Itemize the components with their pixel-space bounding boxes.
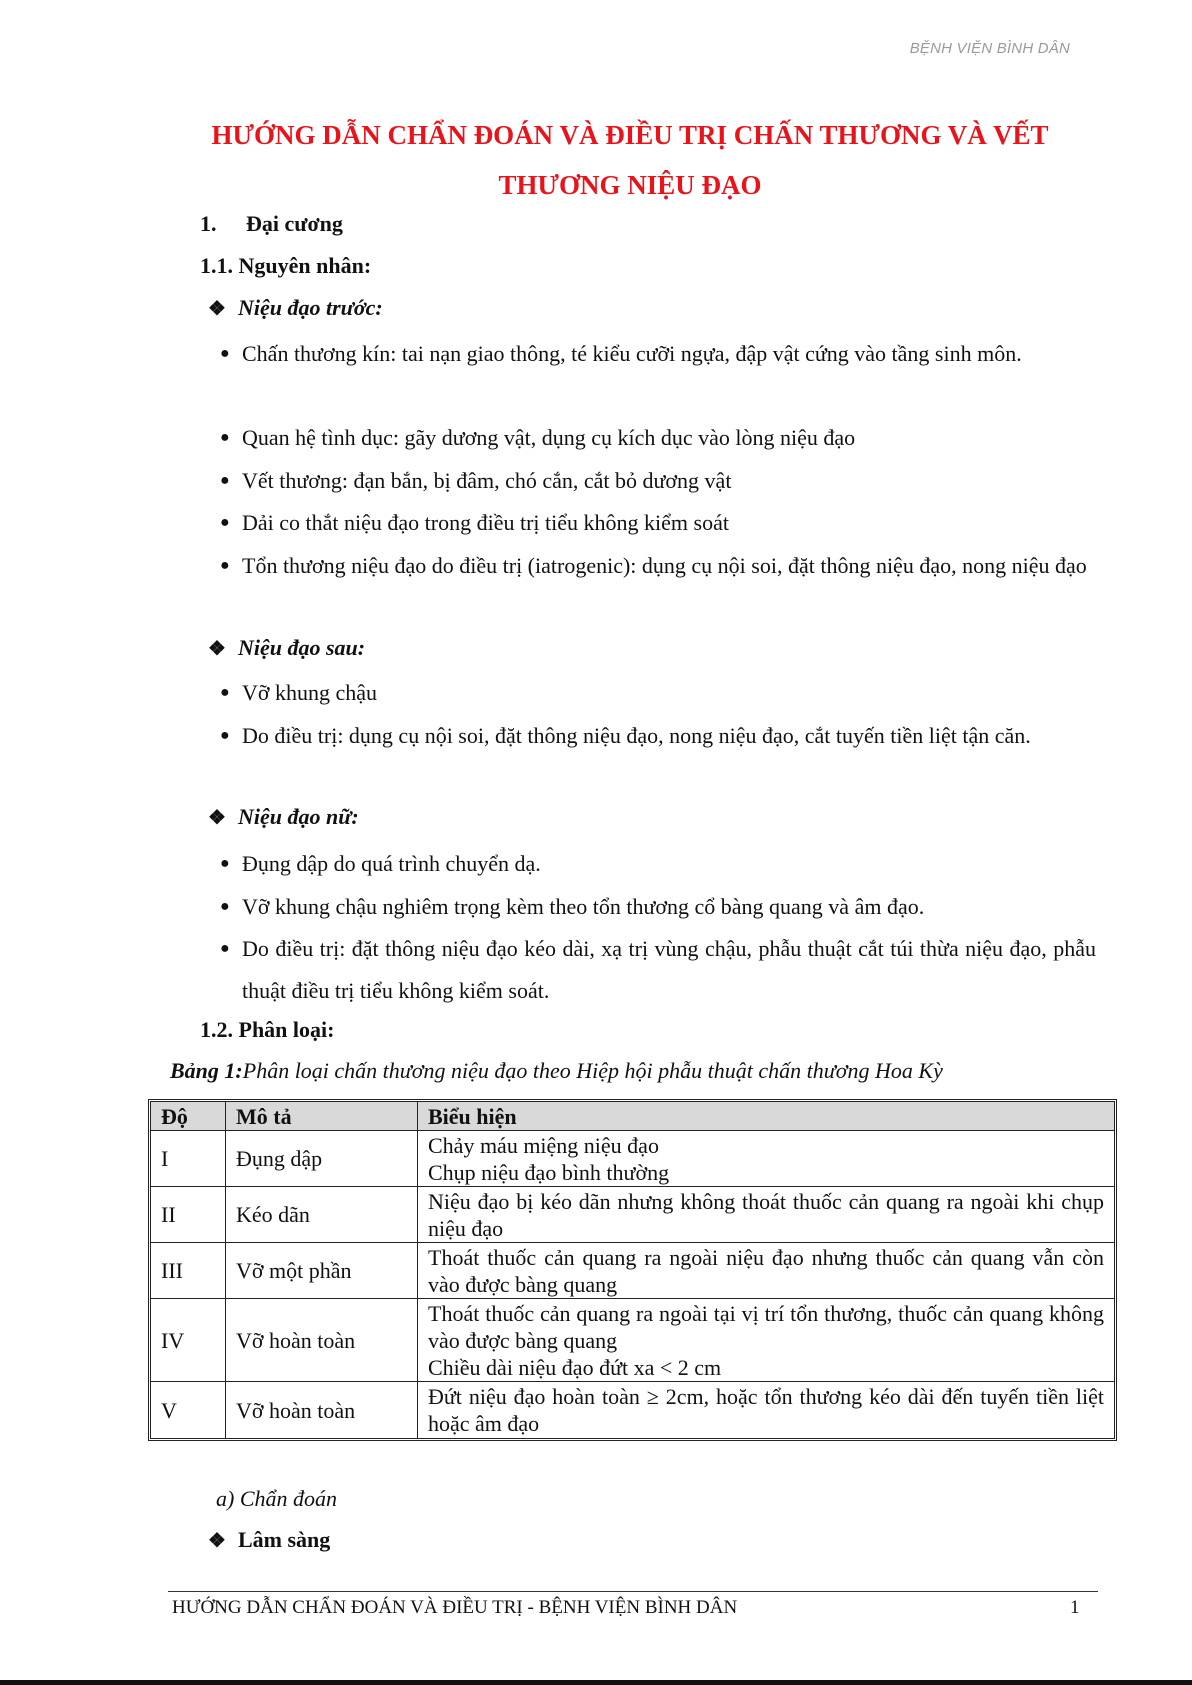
bullet-dot-icon: ●: [220, 429, 230, 446]
list-item: ● Đụng dập do quá trình chuyển dạ.: [228, 843, 1096, 885]
grade-cell: III: [151, 1243, 226, 1299]
anterior-urethra-title: Niệu đạo trước:: [238, 295, 383, 320]
document-title: [180, 110, 1080, 210]
grade-cell: I: [151, 1131, 226, 1187]
section-1-title: Đại cương: [246, 211, 343, 236]
description-cell: Đụng dập: [226, 1131, 418, 1187]
bullet-dot-icon: ●: [220, 557, 230, 574]
signs-cell: Niệu đạo bị kéo dãn nhưng không thoát thuốc cản quang ra ngoài khi chụp niệu đạo: [418, 1187, 1114, 1243]
description-cell: Vỡ hoàn toàn: [226, 1299, 418, 1382]
diagnosis-subheading: a) Chẩn đoán: [216, 1486, 337, 1511]
description-cell: Vỡ hoàn toàn: [226, 1382, 418, 1438]
posterior-urethra-title: Niệu đạo sau:: [238, 635, 366, 660]
bullet-dot-icon: ●: [220, 345, 230, 362]
urethral-injury-grade-table: [148, 1099, 1117, 1441]
bullet-dot-icon: ●: [220, 855, 230, 872]
section-1-number: 1.: [200, 211, 217, 236]
clinical-title: Lâm sàng: [238, 1527, 331, 1552]
diamond-icon: ❖: [208, 638, 226, 660]
list-item: ● Chấn thương kín: tai nạn giao thông, té kiểu cưỡi ngựa, đập vật cứng vào tầng sinh môn.: [228, 333, 1096, 375]
page-number: 1: [1070, 1597, 1080, 1618]
bullet-dot-icon: ●: [220, 684, 230, 701]
female-urethra-title: Niệu đạo nữ:: [238, 804, 359, 829]
table-row: [151, 1243, 1114, 1299]
list-item: ● Vỡ khung chậu: [228, 672, 1096, 714]
table-row: [151, 1131, 1114, 1187]
description-cell: Kéo dãn: [226, 1187, 418, 1243]
section-1-1-heading: 1.1. Nguyên nhân:: [200, 253, 372, 278]
description-cell: Vỡ một phần: [226, 1243, 418, 1299]
bullet-dot-icon: ●: [220, 940, 230, 957]
bullet-dot-icon: ●: [220, 898, 230, 915]
signs-cell: Chảy máu miệng niệu đạo Chụp niệu đạo bình thường: [418, 1131, 1114, 1187]
diamond-icon: ❖: [208, 1530, 226, 1552]
anterior-urethra-heading: [208, 295, 383, 321]
table-row: [151, 1187, 1114, 1243]
list-item: ● Do điều trị: đặt thông niệu đạo kéo dài, xạ trị vùng chậu, phẫu thuật cắt túi thừa niệu đạo, phẫu thuật điều trị tiểu không kiểm soát.: [228, 928, 1096, 1012]
diamond-icon: ❖: [208, 298, 226, 320]
grade-cell: II: [151, 1187, 226, 1243]
col-header-grade: Độ: [151, 1102, 226, 1131]
table-caption-text: Phân loại chấn thương niệu đạo theo Hiệp hội phẫu thuật chấn thương Hoa Kỳ: [242, 1058, 943, 1083]
bullet-dot-icon: ●: [220, 514, 230, 531]
signs-cell: Đứt niệu đạo hoàn toàn ≥ 2cm, hoặc tổn thương kéo dài đến tuyến tiền liệt hoặc âm đạo: [428, 1384, 1104, 1436]
bullet-dot-icon: ●: [220, 727, 230, 744]
signs-cell: Thoát thuốc cản quang ra ngoài tại vị trí tổn thương, thuốc cản quang không vào được bàng quang Chiều dài niệu đạo đứt xa < 2 cm: [418, 1299, 1114, 1382]
list-item: ● Vỡ khung chậu nghiêm trọng kèm theo tổn thương cổ bàng quang và âm đạo.: [228, 886, 1096, 928]
footer-text: HƯỚNG DẪN CHẨN ĐOÁN VÀ ĐIỀU TRỊ - BỆNH VIỆN BÌNH DÂN: [172, 1597, 738, 1618]
header-org-name: BỆNH VIỆN BÌNH DÂN: [909, 40, 1070, 57]
title-line-1: HƯỚNG DẪN CHẨN ĐOÁN VÀ ĐIỀU TRỊ CHẤN THƯƠNG VÀ VẾT: [211, 120, 1049, 150]
col-header-description: Mô tả: [226, 1102, 418, 1131]
table-header-row: [151, 1102, 1114, 1131]
footer-divider: [168, 1591, 1098, 1592]
section-1-heading: [200, 211, 343, 237]
list-item: ● Do điều trị: dụng cụ nội soi, đặt thông niệu đạo, nong niệu đạo, cắt tuyến tiền liệt tận căn.: [228, 715, 1096, 757]
table-caption: [170, 1058, 943, 1084]
table-row: [151, 1382, 1114, 1438]
diamond-icon: ❖: [208, 807, 226, 829]
clinical-heading: [208, 1527, 330, 1553]
table-caption-label: Bảng 1:: [170, 1058, 243, 1083]
list-item: ● Tổn thương niệu đạo do điều trị (iatrogenic): dụng cụ nội soi, đặt thông niệu đạo, nong niệu đạo: [228, 545, 1096, 587]
bullet-dot-icon: ●: [220, 472, 230, 489]
signs-cell: Thoát thuốc cản quang ra ngoài niệu đạo nhưng thuốc cản quang vẫn còn vào được bàng quang: [418, 1243, 1114, 1299]
list-item: ● Vết thương: đạn bắn, bị đâm, chó cắn, cắt bỏ dương vật: [228, 460, 1096, 502]
posterior-urethra-heading: [208, 635, 365, 661]
female-urethra-heading: [208, 804, 359, 830]
col-header-signs: Biểu hiện: [418, 1102, 1114, 1131]
grade-cell: V: [151, 1382, 226, 1438]
page-bottom-edge: [0, 1680, 1192, 1685]
title-line-2: THƯƠNG NIỆU ĐẠO: [498, 170, 762, 200]
list-item: ● Dải co thắt niệu đạo trong điều trị tiểu không kiểm soát: [228, 502, 1096, 544]
grade-cell: IV: [151, 1299, 226, 1382]
list-item: ● Quan hệ tình dục: gãy dương vật, dụng cụ kích dục vào lòng niệu đạo: [228, 417, 1096, 459]
section-1-2-heading: 1.2. Phân loại:: [200, 1017, 335, 1042]
table-row: [151, 1299, 1114, 1382]
